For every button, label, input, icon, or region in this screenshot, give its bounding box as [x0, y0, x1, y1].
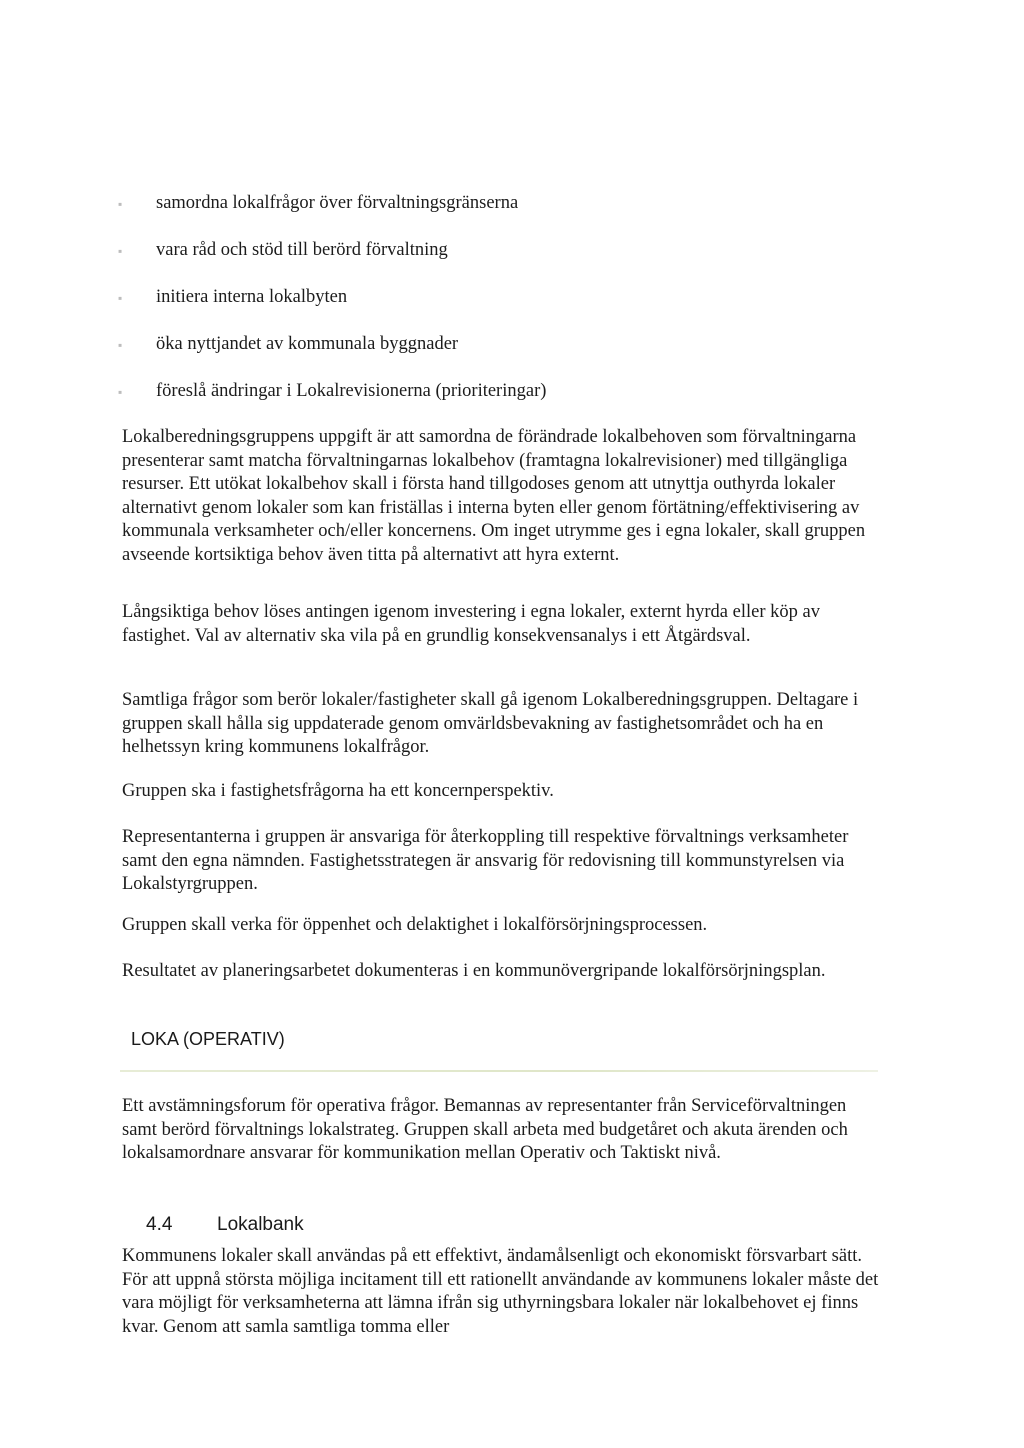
list-item-text: vara råd och stöd till berörd förvaltning	[156, 240, 448, 260]
bullet-icon: ▪	[118, 291, 123, 305]
list-item	[118, 192, 878, 239]
paragraph-all-questions: Samtliga frågor som berör lokaler/fastigheter skall gå igenom Lokalberedningsgruppen. Deltagare i gruppen skall hålla sig uppdaterade genom omvärldsbevakning av fastighetsområdet och ha en helhetssyn kring kommunens lokalfrågor.	[122, 690, 859, 757]
divider	[120, 1070, 878, 1072]
section-heading-loka: LOKA (OPERATIV)	[131, 1029, 285, 1049]
section-heading-lokalbank	[146, 1214, 304, 1236]
bullet-icon: ▪	[118, 244, 123, 258]
paragraph-result: Resultatet av planeringsarbetet dokumenteras i en kommunövergripande lokalförsörjningsplan.	[122, 961, 826, 981]
list-item-text: initiera interna lokalbyten	[156, 287, 348, 307]
paragraph-openness: Gruppen skall verka för öppenhet och delaktighet i lokalförsörjningsprocessen.	[122, 915, 708, 935]
bullet-icon: ▪	[118, 385, 123, 399]
section-number: 4.4	[146, 1214, 173, 1235]
list-item-text: samordna lokalfrågor över förvaltningsgränserna	[156, 193, 519, 213]
paragraph-group-perspective: Gruppen ska i fastighetsfrågorna ha ett koncernperspektiv.	[122, 781, 554, 801]
list-item	[118, 286, 878, 333]
list-item	[118, 380, 878, 427]
list-item	[118, 239, 878, 286]
list-item-text: föreslå ändringar i Lokalrevisionerna (prioriteringar)	[156, 381, 547, 401]
bullet-icon: ▪	[118, 197, 123, 211]
bullet-list	[118, 192, 878, 427]
paragraph-loka-forum: Ett avstämningsforum för operativa frågor. Bemannas av representanter från Serviceförvaltningen samt berörd förvaltnings lokalstrateg. Gruppen skall arbeta med budgetåret och akuta ärenden och lokalsamordnare ansvarar för kommunikation mellan Operativ och Taktiskt nivå.	[122, 1096, 848, 1163]
section-title: Lokalbank	[217, 1214, 304, 1235]
list-item	[118, 333, 878, 380]
paragraph-lokalberedning-task: Lokalberedningsgruppens uppgift är att samordna de förändrade lokalbehoven som förvaltningarna presenterar samt matcha förvaltningarnas lokalbehov (framtagna lokalrevisioner) med tillgängliga resurser. Ett utökat lokalbehov skall i första hand tillgodoses genom att utnyttja outhyrda lokaler alternativt genom lokaler som kan friställas i interna byten eller genom förtätning/effektivisering av kommunala verksamheter och/eller koncernens. Om inget utrymme ges i egna lokaler, skall gruppen avseende kortsiktiga behov även titta på alternativt att hyra externt.	[122, 427, 866, 565]
paragraph-lokalbank: Kommunens lokaler skall användas på ett effektivt, ändamålsenligt och ekonomiskt försvarbart sätt. För att uppnå största möjliga incitament till ett rationellt användande av kommunens lokaler måste det vara möjligt för verksamheterna att lämna ifrån sig uthyrningsbara lokaler när lokalbehovet ej finns kvar. Genom att samla samtliga tomma eller	[122, 1246, 879, 1337]
bullet-icon: ▪	[118, 338, 123, 352]
paragraph-representatives: Representanterna i gruppen är ansvariga för återkoppling till respektive förvaltnings verksamheter samt den egna nämnden. Fastighetsstrategen är ansvarig för redovisning till kommunstyrelsen via Lokalstyrgruppen.	[122, 827, 849, 894]
paragraph-long-term-needs: Långsiktiga behov löses antingen igenom investering i egna lokaler, externt hyrda eller köp av fastighet. Val av alternativ ska vila på en grundlig konsekvensanalys i ett Åtgärdsval.	[122, 602, 820, 646]
list-item-text: öka nyttjandet av kommunala byggnader	[156, 334, 459, 354]
